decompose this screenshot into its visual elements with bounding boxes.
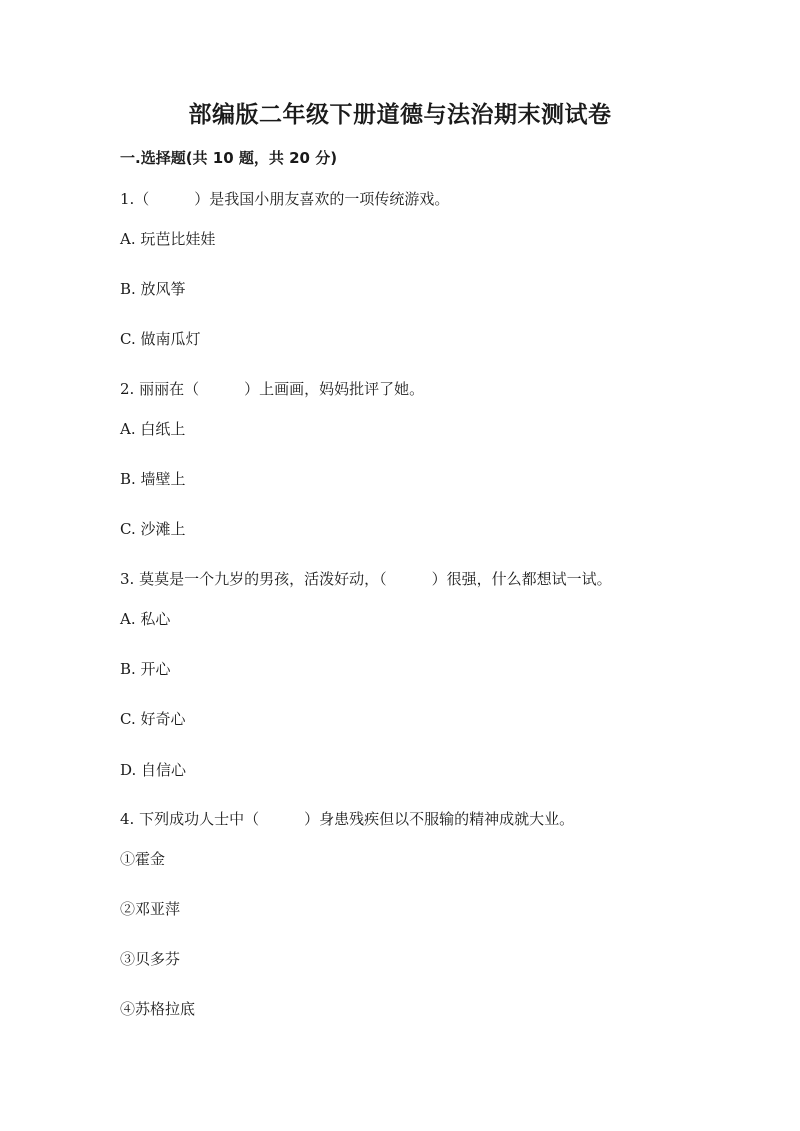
page-title: 部编版二年级下册道德与法治期末测试卷 [188, 102, 612, 128]
question-2-stem: 2. 丽丽在（ ）上画画，妈妈批评了她。 [120, 380, 425, 398]
question-3-option-a: A. 私心 [120, 610, 171, 628]
question-4-option-2: ②邓亚萍 [120, 900, 181, 918]
question-4-option-4: ④苏格拉底 [120, 1000, 196, 1018]
question-3-option-c: C. 好奇心 [120, 710, 186, 728]
question-1-option-c: C. 做南瓜灯 [120, 330, 201, 348]
section-heading: 一.选择题(共 10 题，共 20 分) [120, 149, 338, 167]
question-4-option-3: ③贝多芬 [120, 950, 181, 968]
question-1-option-a: A. 玩芭比娃娃 [120, 230, 216, 248]
question-4-stem: 4. 下列成功人士中（ ）身患残疾但以不服输的精神成就大业。 [120, 810, 575, 828]
question-3-option-d: D. 自信心 [120, 761, 187, 779]
question-2-option-c: C. 沙滩上 [120, 520, 186, 538]
question-1-option-b: B. 放风筝 [120, 280, 186, 298]
question-2-option-a: A. 白纸上 [120, 420, 186, 438]
question-4-option-1: ①霍金 [120, 850, 166, 868]
question-2-option-b: B. 墙壁上 [120, 470, 186, 488]
question-3-stem: 3. 莫莫是一个九岁的男孩，活泼好动，（ ）很强，什么都想试一试。 [120, 570, 612, 588]
question-3-option-b: B. 开心 [120, 660, 171, 678]
question-1-stem: 1.（ ）是我国小朋友喜欢的一项传统游戏。 [120, 190, 450, 208]
